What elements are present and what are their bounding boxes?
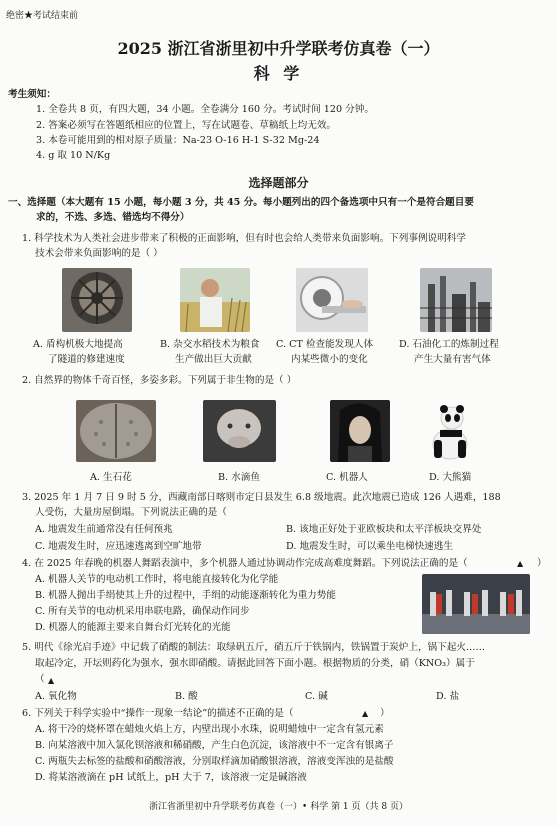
q2-option-b: B. 水滴鱼 (218, 472, 260, 483)
q3-option-a: A. 地震发生前通常没有任何预兆 (35, 524, 173, 535)
q5-stem: 取起冷定，开坛则药化为强水，强水即硝酸。请据此回答下面小题。根据物质的分类，硝（KNO₃）属于 (35, 658, 475, 669)
blobfish-image (203, 400, 276, 462)
q1-stem: 1. 科学技术为人类社会进步带来了积极的正面影响，但有时也会给人类带来负面影响。下列事例说明科学 (22, 233, 466, 244)
q6-stem-close: ） (380, 708, 390, 719)
q5-option-d: D. 盐 (436, 691, 460, 702)
answer-blank-mark: ▲ (517, 559, 524, 568)
q1-option-a: A. 盾构机极大地提高 (33, 339, 123, 350)
q6-option-d: D. 将某溶液滴在 pH 试纸上，pH 大于 7，该溶液一定是碱溶液 (35, 772, 307, 783)
q4-option-c: C. 所有关节的电动机采用串联电路，确保动作同步 (35, 606, 250, 617)
q2-option-c: C. 机器人 (326, 472, 368, 483)
answer-blank-mark: ▲ (48, 676, 55, 685)
shield-machine-image (62, 268, 132, 332)
q5-stem-open: （ (35, 674, 45, 685)
part1-instruction: 求的，不选、多选、错选均不得分） (36, 212, 190, 223)
q6-stem: 6. 下列关于科学实验中“操作一现象一结论”的描述不正确的是（ (22, 708, 294, 719)
q6-option-c: C. 两瓶失去标签的盐酸和硝酸溶液，分别取样滴加硝酸银溶液，溶液变浑浊的是盐酸 (35, 756, 394, 767)
rice-scientist-image (180, 268, 250, 332)
answer-blank-mark: ▲ (362, 709, 369, 718)
part1-instruction: 一、选择题（本大题有 15 小题，每小题 3 分，共 45 分。每小题列出的四个备选项中只有一个是符合题目要 (8, 197, 474, 208)
subject-title: 科 学 (253, 64, 304, 83)
q3-stem: 3. 2025 年 1 月 7 日 9 时 5 分，西藏南部日喀则市定日县发生 6.8 级地震。此次地震已造成 126 人遇难，188 (22, 492, 501, 503)
notice-item: 1. 全卷共 8 页，有四大题，34 小题。全卷满分 160 分。考试时间 120 分钟。 (36, 104, 374, 115)
q3-option-b: B. 该地正好处于亚欧板块和太平洋板块交界处 (286, 524, 482, 535)
q4-option-a: A. 机器人关节的电动机工作时，将电能直接转化为化学能 (35, 574, 279, 585)
page-footer: 浙江省浙里初中升学联考仿真卷（一）• 科学 第 1 页（共 8 页） (149, 802, 408, 812)
q1-option-b: B. 杂交水稻技术为粮食 (160, 339, 260, 350)
section-title: 选择题部分 (248, 176, 309, 190)
robot-image (330, 400, 390, 462)
q4-option-d: D. 机器人的能源主要来自舞台灯光转化的光能 (35, 622, 231, 633)
q3-stem: 人受伤，大量房屋倒塌。下列说法正确的是（ (35, 507, 227, 518)
q1-option-d: 产生大量有害气体 (414, 354, 491, 365)
notice-item: 4. g 取 10 N/Kg (36, 150, 111, 161)
q6-option-b: B. 向某溶液中加入氯化钡溶液和稀硝酸，产生白色沉淀，该溶液中不一定含有银离子 (35, 740, 394, 751)
confidential-mark: 绝密★考试结束前 (6, 11, 79, 21)
q5-option-a: A. 氧化物 (35, 691, 77, 702)
q1-option-c: 内某些微小的变化 (291, 354, 368, 365)
q5-option-b: B. 酸 (175, 691, 198, 702)
q4-stem: 4. 在 2025 年春晚的机器人舞蹈表演中，多个机器人通过协调动作完成高难度舞蹈。下列说法正确的是（ (22, 558, 468, 569)
q6-option-a: A. 将干冷的烧杯罩在蜡烛火焰上方，内壁出现小水珠，说明蜡烛中一定含有氢元素 (35, 724, 384, 735)
q5-option-c: C. 碱 (305, 691, 328, 702)
q2-stem: 2. 自然界的物体千奇百怪，多姿多彩。下列属于非生物的是（ ） (22, 375, 297, 386)
robot-dance-image (422, 574, 530, 634)
refinery-image (420, 268, 492, 332)
q1-option-a: 了隧道的修建速度 (48, 354, 125, 365)
q1-stem: 技术会带来负面影响的是（ ） (35, 248, 163, 259)
q4-stem-close: ） (537, 558, 547, 569)
q1-option-c: C. CT 检查能发现人体 (276, 339, 374, 350)
q5-stem: 5. 明代《徐光启手迹》中记载了硝酸的制法：取绿矾五斤，硝五斤于铁锅内，铁锅置于炭炉上，锅下起火…… (22, 642, 486, 653)
notice-heading: 考生须知： (8, 89, 56, 100)
q2-option-a: A. 生石花 (90, 472, 132, 483)
q2-option-d: D. 大熊猫 (429, 472, 472, 483)
page-title: 2025 浙江省浙里初中升学联考仿真卷（一） (117, 39, 440, 58)
notice-item: 3. 本卷可能用到的相对原子质量：Na-23 O-16 H-1 S-32 Mg-24 (36, 135, 320, 146)
q1-option-d: D. 石油化工的炼制过程 (399, 339, 499, 350)
ct-scanner-image (296, 268, 368, 332)
q1-option-b: 生产做出巨大贡献 (175, 354, 252, 365)
living-stone-image (76, 400, 156, 462)
q4-option-b: B. 机器人抛出手绢使其上升的过程中，手绢的动能逐渐转化为重力势能 (35, 590, 336, 601)
q3-option-c: C. 地震发生时，应迅速逃离到空旷地带 (35, 541, 202, 552)
notice-item: 2. 答案必须写在答题纸相应的位置上，写在试题卷、草稿纸上均无效。 (36, 120, 337, 131)
q3-option-d: D. 地震发生时，可以乘坐电梯快速逃生 (286, 541, 453, 552)
panda-image (420, 400, 482, 462)
